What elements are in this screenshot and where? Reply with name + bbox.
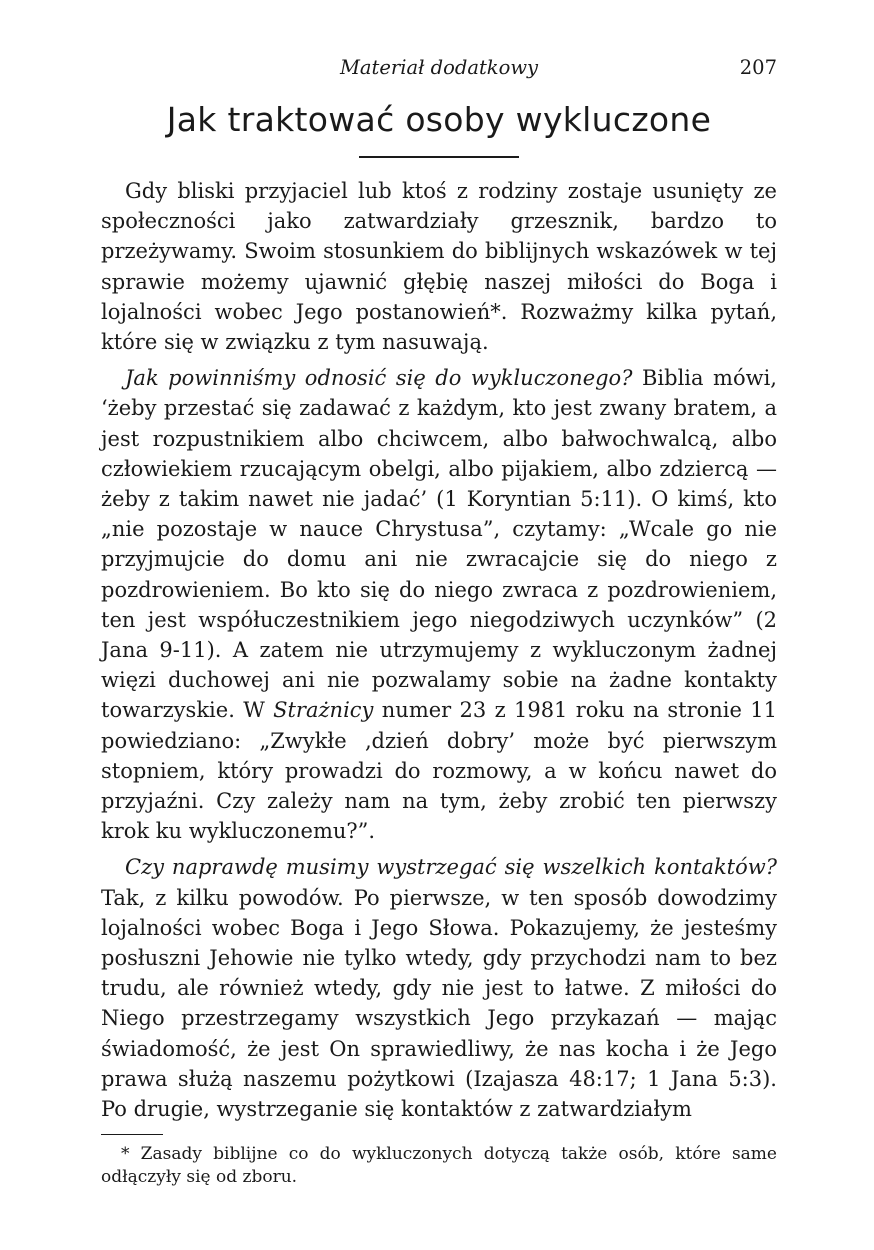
footnote: * Zasady biblijne co do wykluczonych dotyczą także osób, które same odłączyły się od zboru.	[101, 1144, 777, 1188]
paragraph-text-continued: numer 23 z 1981 roku na stronie 11 powiedziano: „Zwykłe ‚dzień dobry’ może być pierwszym stopniem, który prowadzi do rozmowy, a w końcu nawet do przyjaźni. Czy zależy nam na tym, żeby zrobić ten pierwszy krok ku wykluczonemu?”.	[101, 698, 777, 844]
publication-title: Strażnicy	[273, 698, 374, 723]
running-title: Materiał dodatkowy	[339, 56, 539, 79]
footnote-rule	[101, 1134, 163, 1135]
paragraph-intro	[101, 176, 777, 357]
article-body	[101, 176, 777, 1124]
paragraph-lead-question: Czy naprawdę musimy wystrzegać się wszelkich kontaktów?	[125, 855, 777, 880]
page	[101, 52, 777, 1189]
paragraph-lead-question: Jak powinniśmy odnosić się do wykluczonego?	[125, 366, 633, 391]
title-rule	[359, 156, 519, 158]
running-header	[101, 52, 777, 86]
paragraph-text: Tak, z kilku powodów. Po pierwsze, w ten sposób dowodzimy lojalności wobec Boga i Jego Słowa. Pokazujemy, że jesteśmy posłuszni Jehowie nie tylko wtedy, gdy przychodzi nam to bez trudu, ale również wtedy, gdy nie jest to łatwe. Z miłości do Niego przestrzegamy wszystkich Jego przykazań — mając świadomość, że jest On sprawiedliwy, że nas kocha i że Jego prawa służą naszemu pożytkowi (Izajasza 48:17; 1 Jana 5:3). Po drugie, wystrzeganie się kontaktów z zatwardziałym	[101, 885, 777, 1122]
page-number: 207	[739, 56, 777, 79]
article-title: Jak traktować osoby wykluczone	[166, 100, 712, 139]
paragraph-question-1	[101, 363, 777, 846]
paragraph-text: Biblia mówi, ‘żeby przestać się zadawać z każdym, kto jest zwany bratem, a jest rozpustnikiem albo chciwcem, albo bałwochwalcą, albo człowiekiem rzucającym obelgi, albo pijakiem, albo zdziercą — żeby z takim nawet nie jadać’ (1 Koryntian 5:11). O kimś, kto „nie pozostaje w nauce Chrystusa”, czytamy: „Wcale go nie przyjmujcie do domu ani nie zwracajcie się do niego z pozdrowieniem. Bo kto się do niego zwraca z pozdrowieniem, ten jest współuczestnikiem jego niegodziwych uczynków” (2 Jana 9-11). A zatem nie utrzymujemy z wykluczonym żadnej więzi duchowej ani nie pozwalamy sobie na żadne kontakty towarzyskie. W	[101, 366, 777, 723]
paragraph-text: Gdy bliski przyjaciel lub ktoś z rodziny zostaje usunięty ze społeczności jako zatwardziały grzesznik, bardzo to przeżywamy. Swoim stosunkiem do biblijnych wskazówek w tej sprawie możemy ujawnić głębię naszej miłości do Boga i lojalności wobec Jego postanowień*. Rozważmy kilka pytań, które się w związku z tym nasuwają.	[101, 179, 777, 355]
paragraph-question-2	[101, 852, 777, 1124]
